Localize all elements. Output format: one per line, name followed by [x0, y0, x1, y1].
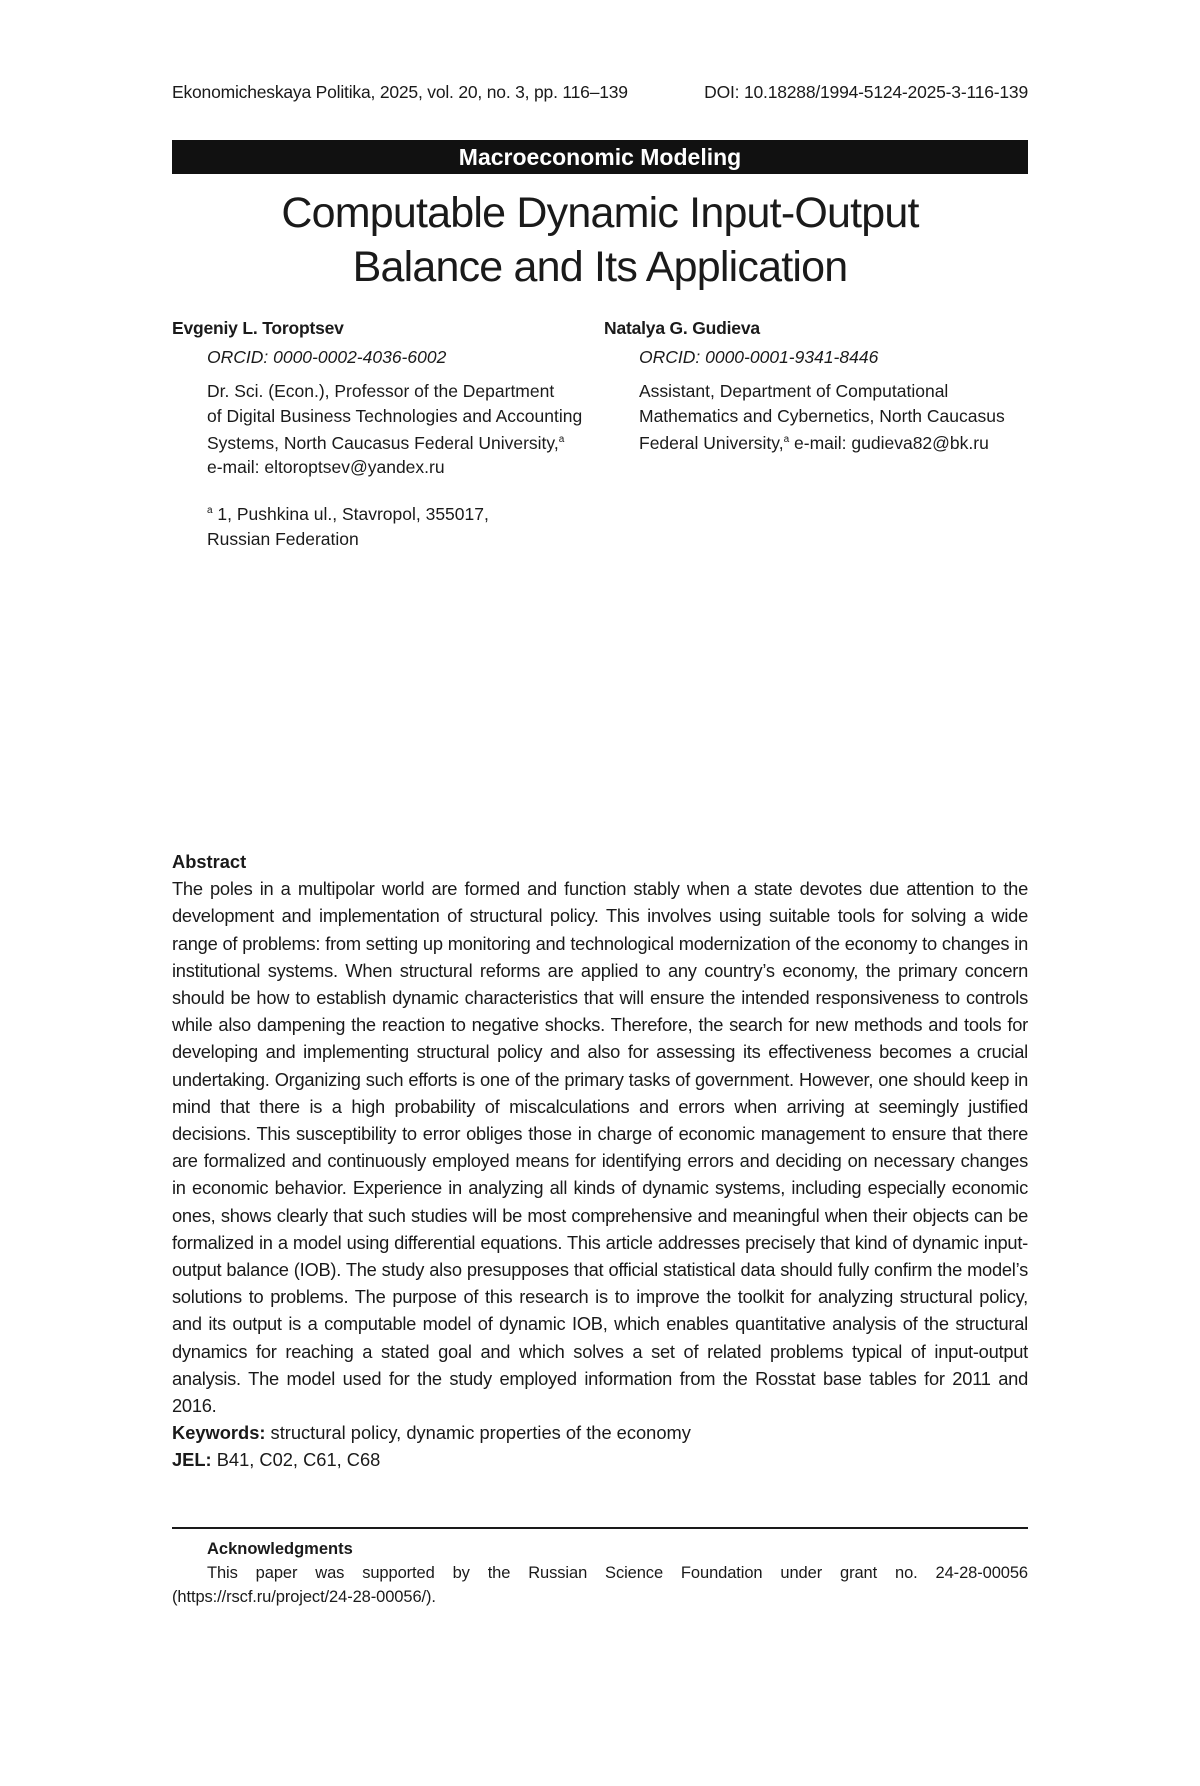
abstract-section	[172, 848, 1028, 1474]
author-2	[604, 316, 1028, 455]
author-orcid: ORCID: 0000-0001-9341-8446	[639, 345, 1028, 370]
jel-codes: JEL: B41, C02, C61, C68	[172, 1446, 1028, 1473]
running-head	[172, 82, 1028, 103]
section-heading: Macroeconomic Modeling	[172, 140, 1028, 174]
author-1	[172, 316, 592, 480]
author-orcid: ORCID: 0000-0002-4036-6002	[207, 345, 592, 370]
journal-citation: Ekonomicheskaya Politika, 2025, vol. 20, no. 3, pp. 116–139	[172, 82, 628, 103]
title-line-2: Balance and Its Application	[353, 243, 848, 291]
affiliation-marker: a	[784, 434, 790, 445]
doi: DOI: 10.18288/1994-5124-2025-3-116-139	[704, 82, 1028, 103]
author-affiliation: Dr. Sci. (Econ.), Professor of the Department of Digital Business Technologies and Accounting Systems, North Caucasus Federal University,a e-mail: eltoroptsev@yandex.ru	[207, 379, 592, 480]
title-line-1: Computable Dynamic Input-Output	[281, 189, 918, 237]
author-name: Evgeniy L. Toroptsev	[172, 316, 592, 341]
abstract-text: The poles in a multipolar world are formed and function stably when a state devotes due attention to the development and implementation of structural policy. This involves using suitable tools for solving a wide range of problems: from setting up monitoring and technological modernization of the economy to changes in institutional systems. When structural reforms are applied to any country’s economy, the primary concern should be how to establish dynamic characteristics that will ensure the intended responsiveness to controls while also dampening the reaction to negative shocks. Therefore, the search for new methods and tools for developing and implementing structural policy and also for assessing its effectiveness becomes a crucial undertaking. Organizing such efforts is one of the primary tasks of government. However, one should keep in mind that there is a high probability of miscalculations and errors when arriving at seemingly justified decisions. This susceptibility to error obliges those in charge of economic management to ensure that there are formalized and continuously employed means for identifying errors and deciding on necessary changes in economic behavior. Experience in analyzing all kinds of dynamic systems, including especially economic ones, shows clearly that such studies will be most comprehensive and meaningful when their objects can be formalized in a model using differential equations. This article addresses precisely that kind of dynamic input-output balance (IOB). The study also presupposes that official statistical data should fully confirm the model’s solutions to problems. The purpose of this research is to improve the toolkit for analyzing structural policy, and its output is a computable model of dynamic IOB, which enables quantitative analysis of the structural dynamics for reaching a stated goal and which solves a set of related problems typical of input-output analysis. The model used for the study employed information from the Rosstat base tables for 2011 and 2016.	[172, 875, 1028, 1419]
article-title	[172, 186, 1028, 294]
keywords: Keywords: structural policy, dynamic properties of the economy	[172, 1419, 1028, 1446]
acknowledgments-heading: Acknowledgments	[207, 1537, 1028, 1561]
author-affiliation: Assistant, Department of Computational Mathematics and Cybernetics, North Caucasus Federal University,a e-mail: gudieva82@bk.ru	[639, 379, 1028, 455]
affiliation-address: a 1, Pushkina ul., Stavropol, 355017, Russian Federation	[207, 498, 489, 552]
footnote-divider	[172, 1527, 1028, 1529]
affiliation-marker: a	[559, 434, 565, 445]
abstract-heading: Abstract	[172, 848, 1028, 875]
acknowledgments-section	[172, 1537, 1028, 1609]
author-name: Natalya G. Gudieva	[604, 316, 1028, 341]
acknowledgments-text: This paper was supported by the Russian Science Foundation under grant no. 24-28-00056 (https://rscf.ru/project/24-28-00056/).	[172, 1561, 1028, 1609]
affiliation-marker: a	[207, 505, 213, 516]
